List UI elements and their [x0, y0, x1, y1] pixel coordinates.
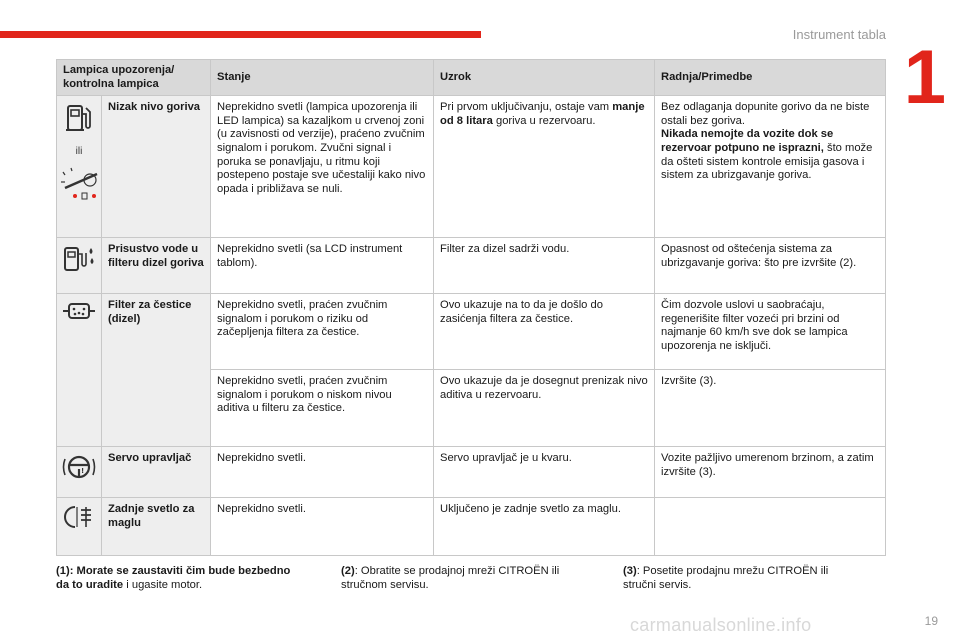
footnote-1 — [56, 565, 306, 592]
state-cell: Neprekidno svetli. — [211, 447, 434, 498]
action-cell — [655, 498, 886, 556]
section-title: Instrument tabla — [792, 27, 886, 42]
footnote-text: i ugasite motor. — [123, 578, 203, 591]
footnote-ref: (3) — [623, 565, 637, 577]
state-cell: Neprekidno svetli (sa LCD instrument tablom). — [211, 238, 434, 294]
header-lamp: Lampica upozorenja/ kontrolna lampica — [57, 60, 211, 96]
footnote-ref: (2) — [341, 565, 355, 577]
cause-cell: Servo upravljač je u kvaru. — [434, 447, 655, 498]
watermark: carmanualsonline.info — [630, 615, 812, 635]
action-text: što može da ošteti sistem kontrole emisija gasova i sistem za ubrizgavanje goriva. — [661, 141, 873, 182]
lamp-name: Servo upravljač — [102, 447, 211, 498]
icon-cell — [57, 294, 102, 447]
svg-text:!: ! — [81, 467, 85, 476]
action-cell: Vozite pažljivo umerenom brzinom, a zatim izvršite (3). — [655, 447, 886, 498]
state-cell: Neprekidno svetli, praćen zvučnim signalom i porukom o riziku od začepljenja filtera za čestice. — [211, 294, 434, 370]
cause-text: Pri prvom uključivanju, ostaje vam — [440, 101, 613, 114]
water-in-fuel-icon — [62, 244, 96, 279]
action-cell: Izvršite (3). — [655, 370, 886, 447]
action-cell: Čim dozvole uslovi u saobraćaju, regenerišite filter vozeći pri brzini od najmanje 60 km/h sve dok se lampica upozorenja ne isključi. — [655, 294, 886, 370]
cause-cell: Ovo ukazuje da je dosegnut prenizak nivo aditiva u rezervoaru. — [434, 370, 655, 447]
table-row — [57, 96, 886, 238]
header-state: Stanje — [211, 60, 434, 96]
footnote-text: : Obratite se prodajnoj mreži CITROËN ili stručnom servisu. — [341, 565, 560, 591]
footnote-2 — [341, 565, 596, 592]
lamp-name: Zadnje svetlo za maglu — [102, 498, 211, 556]
cause-bold-text: manje od 8 litara — [440, 101, 645, 127]
cause-cell — [434, 96, 655, 238]
icon-cell — [57, 498, 102, 556]
cause-cell: Filter za dizel sadrži vodu. — [434, 238, 655, 294]
action-cell — [655, 96, 886, 238]
steering-wheel-warning-icon — [61, 453, 97, 486]
footnote-text: : Posetite prodajnu mrežu CITROËN ili stručni servis. — [623, 565, 829, 591]
chapter-number: 1 — [903, 35, 946, 120]
header-red-bar — [0, 31, 481, 38]
table-row — [57, 238, 886, 294]
warning-lamps-table — [56, 59, 886, 556]
header-action: Radnja/Primedbe — [655, 60, 886, 96]
lamp-name: Filter za čestice (dizel) — [102, 294, 211, 447]
particle-filter-icon — [61, 300, 97, 327]
table-row — [57, 294, 886, 370]
footnote-bold-text: : Morate se zaustaviti čim bude bezbedno da to uradite — [56, 565, 291, 591]
icon-cell — [57, 447, 102, 498]
lamp-name: Nizak nivo goriva — [102, 96, 211, 238]
or-label: ili — [75, 145, 83, 157]
fuel-gauge-icon — [59, 166, 99, 207]
icon-cell — [57, 238, 102, 294]
footnote-3 — [623, 565, 863, 592]
cause-cell: Ovo ukazuje na to da je došlo do zasićenja filtera za čestice. — [434, 294, 655, 370]
state-cell: Neprekidno svetli. — [211, 498, 434, 556]
icon-cell — [57, 96, 102, 238]
page-number: 19 — [924, 614, 938, 628]
cause-text: goriva u rezervoaru. — [492, 114, 596, 127]
table-header-row — [57, 60, 886, 96]
action-cell: Opasnost od oštećenja sistema za ubrizgavanje goriva: što pre izvršite (2). — [655, 238, 886, 294]
state-cell: Neprekidno svetli (lampica upozorenja ili LED lampica) sa kazaljkom u crvenoj zoni (u zavisnosti od verzije), praćeno zvučnim signalom i porukom. Zvučni signal i poruka se ponavljaju, u ritmu koji postepeno postaje sve učestaliji kako nivo opada i približava se nuli. — [211, 96, 434, 238]
fuel-pump-icon — [64, 102, 94, 139]
action-bold-text: Nikada nemojte da vozite dok se rezervoar potpuno ne isprazni, — [661, 128, 834, 154]
footnote-ref: (1) — [56, 565, 70, 577]
cause-cell: Uključeno je zadnje svetlo za maglu. — [434, 498, 655, 556]
action-text: Bez odlaganja dopunite gorivo da ne biste ostali bez goriva. — [661, 101, 870, 127]
table-row — [57, 447, 886, 498]
header-cause: Uzrok — [434, 60, 655, 96]
state-cell: Neprekidno svetli, praćen zvučnim signalom i porukom o niskom nivou aditiva u filteru za čestice. — [211, 370, 434, 447]
table-row — [57, 498, 886, 556]
rear-fog-light-icon — [63, 504, 95, 535]
lamp-name: Prisustvo vode u filteru dizel goriva — [102, 238, 211, 294]
